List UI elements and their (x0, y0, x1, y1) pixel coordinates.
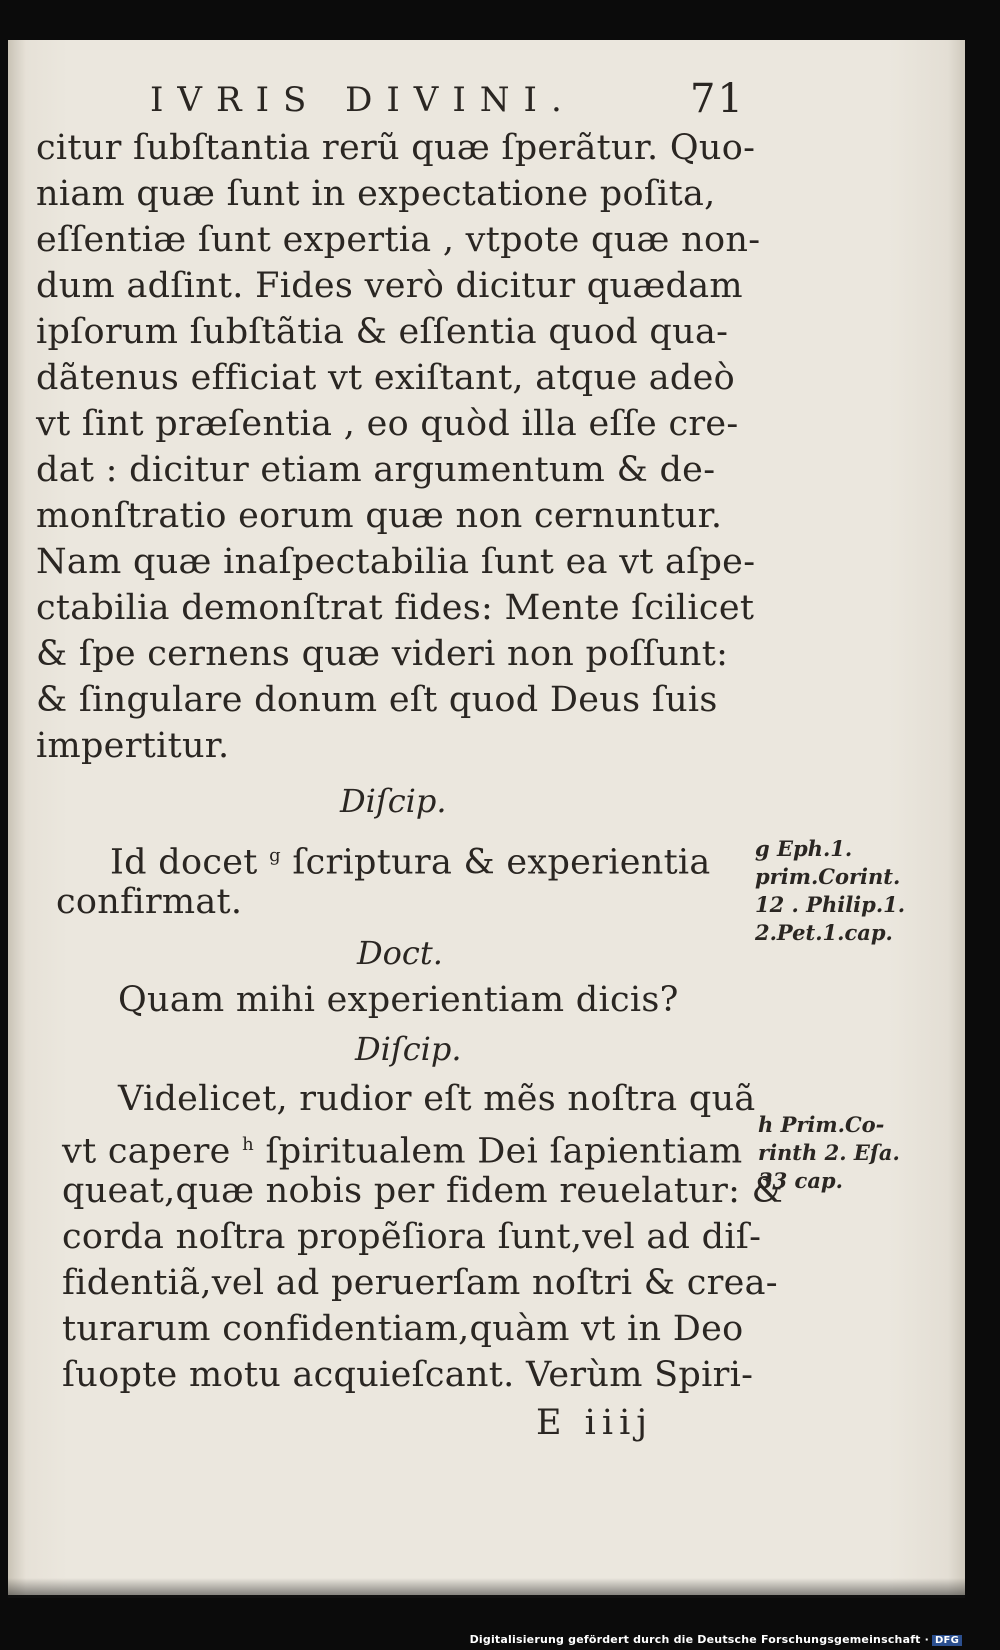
text-line: & ſpe cernens quæ videri non poſſunt: (36, 634, 729, 674)
running-head: IVRIS DIVINI. (150, 80, 576, 120)
text-line: citur ſubſtantia rerũ quæ ſperãtur. Quo- (36, 128, 756, 168)
margin-note: 2.Pet.1.cap. (755, 920, 893, 945)
footnote-marker: g (269, 845, 281, 866)
speaker-label: Doct. (357, 934, 443, 972)
signature-mark: E iiij (536, 1403, 654, 1443)
text-line (62, 1122, 742, 1175)
text-line: turarum confidentiam,quàm vt in Deo (62, 1309, 744, 1349)
margin-note: rinth 2. Eſa. (758, 1140, 900, 1165)
text-segment: ſpiritualem Dei ſapientiam (265, 1131, 743, 1172)
margin-note: 12 . Philip.1. (755, 892, 906, 917)
margin-note: 33 cap. (758, 1168, 843, 1193)
text-segment: vt capere (62, 1131, 231, 1172)
text-line: niam quæ ſunt in expectatione poſita, (36, 174, 716, 214)
text-line: impertitur. (36, 726, 230, 766)
text-line: ipſorum ſubſtãtia & eſſentia quod qua- (36, 312, 729, 352)
funding-footer (470, 1633, 962, 1646)
margin-note: h Prim.Co- (758, 1112, 885, 1137)
dfg-badge: DFG (932, 1635, 962, 1646)
text-line: dat : dicitur etiam argumentum & de- (36, 450, 716, 490)
footnote-marker: h (242, 1134, 255, 1155)
text-line (110, 833, 740, 886)
text-line: monſtratio eorum quæ non cernuntur. (36, 496, 723, 536)
text-line: ctabilia demonſtrat fides: Mente ſcilicet (36, 588, 755, 628)
text-line: Videlicet, rudior eſt mẽs noſtra quã (118, 1079, 756, 1119)
page-edge-shadow (8, 1578, 965, 1598)
text-line: dãtenus efficiat vt exiſtant, atque adeò (36, 358, 736, 398)
margin-note: prim.Corint. (755, 864, 901, 889)
text-segment: ſcriptura & experientia (292, 842, 711, 883)
text-line: corda noſtra propẽſiora ſunt,vel ad diſ- (62, 1217, 762, 1257)
margin-note: g Eph.1. (755, 836, 853, 861)
text-line: & ſingulare donum eſt quod Deus ſuis (36, 680, 718, 720)
text-line: dum adſint. Fides verò dicitur quædam (36, 266, 743, 306)
text-segment: Id docet (110, 842, 258, 883)
text-line: Nam quæ inaſpectabilia ſunt ea vt aſpe- (36, 542, 756, 582)
text-line: eſſentiæ ſunt expertia , vtpote quæ non- (36, 220, 761, 260)
text-line: ſuopte motu acquieſcant. Verùm Spiri- (62, 1355, 754, 1395)
text-line: fidentiã,vel ad peruerſam noſtri & crea- (62, 1263, 778, 1303)
speaker-label: Diſcip. (340, 782, 447, 820)
text-line: Quam mihi experientiam dicis? (118, 980, 679, 1020)
page-number: 71 (690, 76, 745, 122)
footer-text: Digitalisierung gefördert durch die Deutsche Forschungsgemeinschaft · (469, 1633, 930, 1646)
text-line: confirmat. (56, 882, 243, 922)
text-line: queat,quæ nobis per fidem reuelatur: & (62, 1171, 784, 1211)
text-line: vt ſint præſentia , eo quòd illa eſſe cre- (36, 404, 739, 444)
speaker-label: Diſcip. (355, 1030, 462, 1068)
